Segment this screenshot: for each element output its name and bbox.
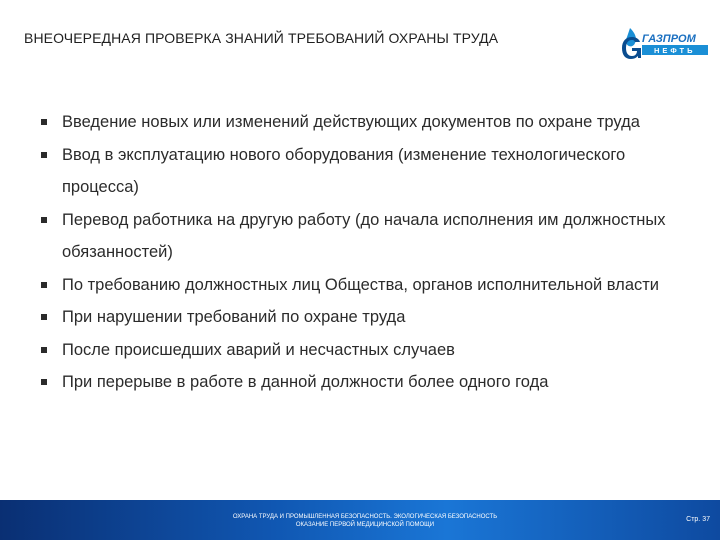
bullet-icon bbox=[41, 379, 47, 385]
page-number: Стр. 37 bbox=[686, 516, 710, 523]
gazprom-neft-logo bbox=[618, 24, 710, 60]
list-item-text: При перерыве в работе в данной должности более одного года bbox=[62, 373, 549, 391]
list-item bbox=[40, 139, 700, 204]
list-item bbox=[40, 366, 700, 399]
list-item bbox=[40, 106, 700, 139]
list-item bbox=[40, 301, 700, 334]
bullet-icon bbox=[41, 217, 47, 223]
logo-brand: ГАЗПРОМ bbox=[642, 33, 696, 45]
page-title: ВНЕОЧЕРЕДНАЯ ПРОВЕРКА ЗНАНИЙ ТРЕБОВАНИЙ ОХРАНЫ ТРУДА bbox=[24, 30, 499, 46]
bullet-icon bbox=[41, 119, 47, 125]
list-item bbox=[40, 204, 700, 269]
footer-line-2: ОКАЗАНИЕ ПЕРВОЙ МЕДИЦИНСКОЙ ПОМОЩИ bbox=[295, 522, 435, 528]
list-item bbox=[40, 334, 700, 367]
list-item-text: По требованию должностных лиц Общества, органов исполнительной власти bbox=[62, 275, 660, 294]
bullet-icon bbox=[41, 282, 47, 288]
bullet-list bbox=[40, 106, 700, 399]
list-item-text: Введение новых или изменений действующих документов по охране труда bbox=[62, 113, 640, 131]
footer-line-1: ОХРАНА ТРУДА И ПРОМЫШЛЕННАЯ БЕЗОПАСНОСТЬ. ЭКОЛОГИЧЕСКАЯ БЕЗОПАСНОСТЬ bbox=[232, 514, 498, 520]
bullet-icon bbox=[41, 314, 47, 320]
list-item bbox=[40, 269, 700, 302]
list-item-text: Ввод в эксплуатацию нового оборудования (изменение технологического процесса) bbox=[62, 145, 626, 196]
list-item-text: Перевод работника на другую работу (до начала исполнения им должностных обязанностей) bbox=[62, 210, 666, 261]
logo-sub: НЕФТЬ bbox=[654, 46, 696, 55]
bullet-icon bbox=[41, 152, 47, 158]
bullet-icon bbox=[41, 347, 47, 353]
footer-caption bbox=[150, 513, 580, 529]
list-item-text: После происшедших аварий и несчастных случаев bbox=[62, 340, 455, 359]
list-item-text: При нарушении требований по охране труда bbox=[62, 308, 406, 326]
footer-bar bbox=[0, 500, 720, 540]
